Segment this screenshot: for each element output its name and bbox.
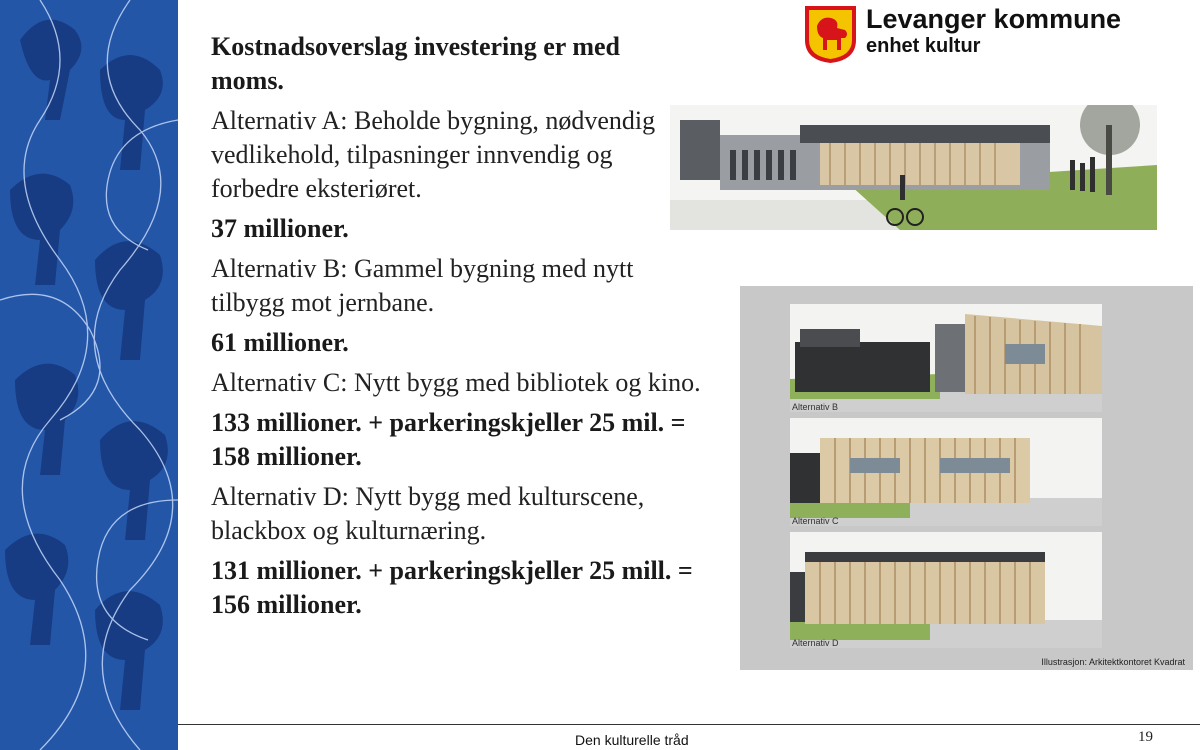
horse-pattern-graphic <box>0 0 178 750</box>
illustration-credit: Illustrasjon: Arkitektkontoret Kvadrat <box>1041 657 1185 667</box>
footer-divider <box>178 724 1200 725</box>
alternatives-renderings-panel <box>740 286 1193 670</box>
organization-name: Levanger kommune <box>866 4 1122 34</box>
alternative-b-rendering <box>790 304 1102 412</box>
organization-unit: enhet kultur <box>866 35 981 57</box>
alternative-b-amount: 61 millioner. <box>211 328 349 357</box>
footer-title: Den kulturelle tråd <box>575 732 689 748</box>
alternative-c-description: Alternativ C: Nytt bygg med bibliotek og kino. <box>211 368 701 397</box>
alternative-c-rendering <box>790 418 1102 526</box>
decorative-side-band <box>0 0 178 750</box>
alternative-c-amount: 133 millioner. + parkeringskjeller 25 mil. = 158 millioner. <box>211 408 686 471</box>
levanger-kommune-logo <box>803 4 1121 66</box>
alternative-c-label: Alternativ C <box>792 516 839 526</box>
slide-heading: Kostnadsoverslag investering er med moms. <box>211 32 620 95</box>
slide-body-text <box>211 30 711 628</box>
alternative-d-description: Alternativ D: Nytt bygg med kulturscene, blackbox og kulturnæring. <box>211 482 645 545</box>
alternative-a-rendering <box>670 105 1157 230</box>
alternative-a-amount: 37 millioner. <box>211 214 349 243</box>
alternative-b-description: Alternativ B: Gammel bygning med nytt tilbygg mot jernbane. <box>211 254 634 317</box>
page-number: 19 <box>1138 729 1153 745</box>
alternative-d-amount: 131 millioner. + parkeringskjeller 25 mill. = 156 millioner. <box>211 556 693 619</box>
coat-of-arms-horse-icon <box>803 4 858 64</box>
alternative-a-description: Alternativ A: Beholde bygning, nødvendig vedlikehold, tilpasninger innvendig og forbedre eksteriøret. <box>211 106 656 203</box>
alternative-d-rendering <box>790 532 1102 648</box>
alternative-b-label: Alternativ B <box>792 402 839 412</box>
alternative-d-label: Alternativ D <box>792 638 839 648</box>
